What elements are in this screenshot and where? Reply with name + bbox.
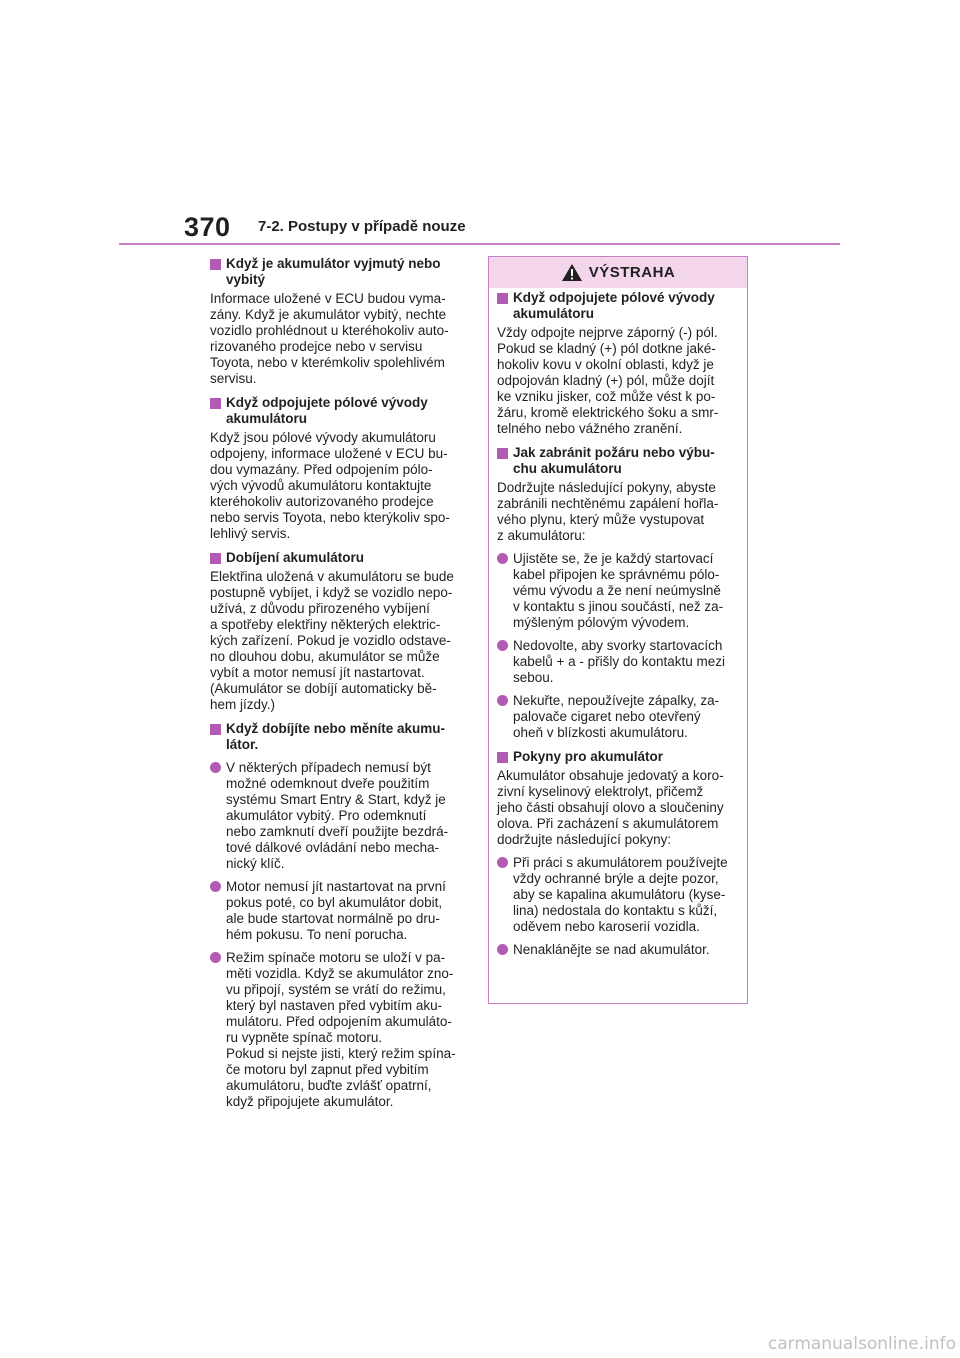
text: Akumulátor obsahuje jedovatý a koro- zivní kyselinový elektrolyt, přičemž jeho části obsahují olovo a sloučeniny olova. Při zacházení s akumulátorem dodržujte následující pokyny:: [497, 768, 724, 847]
warning-title: VÝSTRAHA: [588, 264, 676, 281]
section-title: 7-2. Postupy v případě nouze: [258, 218, 466, 235]
left-column: [210, 256, 470, 1110]
bullet-item: [497, 855, 739, 935]
bullet-item: [497, 638, 739, 686]
text: Informace uložené v ECU budou vyma- zány. Když je akumulátor vybitý, nechte vozidlo prohlédnout u kteréhokoliv auto- rizovaného prodejce nebo v servisu Toyota, nebo v kterémkoliv spolehlivém servisu.: [210, 291, 449, 386]
text: V některých případech nemusí být možné odemknout dveře použitím systému Smart Entry & Start, když je akumulátor vybitý. Pro odemknutí nebo zamknutí dveří použijte bezdrá- tové dálkové ovládání nebo mecha- nický klíč.: [226, 760, 449, 871]
square-bullet-icon: [497, 293, 508, 304]
warning-header: [489, 257, 747, 288]
text: Dodržujte následující pokyny, abyste zabránili nechtěnému zapálení hořla- vého plynu, který může vystupovat z akumulátoru:: [497, 480, 719, 543]
paragraph: [497, 768, 739, 848]
paragraph: [497, 480, 739, 544]
square-bullet-icon: [497, 448, 508, 459]
text: Pokyny pro akumulátor: [513, 749, 664, 764]
text: Dobíjení akumulátoru: [226, 550, 365, 565]
text: Ujistěte se, že je každý startovací kabel připojen ke správnému pólo- vému vývodu a že není neúmyslně v kontaktu s jinou součástí, než za- mýšleným pólovým vývodem.: [513, 551, 724, 630]
square-bullet-icon: [210, 398, 221, 409]
circle-bullet-icon: [497, 640, 508, 651]
text: Vždy odpojte nejprve záporný (-) pól. Pokud se kladný (+) pól dotkne jaké- hokoliv kovu v okolní oblasti, když je odpojován kladný (+) pól, může dojít ke vzniku jisker, což může vést k po- žáru, kromě elektrického šoku a smr- telného nebo vážného zranění.: [497, 325, 719, 436]
warning-box: [488, 256, 748, 1004]
section-heading: [497, 290, 739, 322]
paragraph: [210, 291, 470, 387]
circle-bullet-icon: [497, 553, 508, 564]
header-rule: [119, 243, 840, 245]
bullet-item: [210, 879, 470, 943]
text: Jak zabránit požáru nebo výbu- chu akumulátoru: [513, 445, 715, 476]
section-heading: [210, 256, 470, 288]
section-heading: [210, 550, 470, 566]
text: Když je akumulátor vyjmutý nebo vybitý: [226, 256, 441, 287]
circle-bullet-icon: [210, 762, 221, 773]
square-bullet-icon: [210, 259, 221, 270]
square-bullet-icon: [497, 752, 508, 763]
warning-body: [489, 288, 747, 958]
text: Při práci s akumulátorem používejte vždy ochranné brýle a dejte pozor, aby se kapalina akumulátoru (kyse- lina) nedostala do kontaktu s kůží, oděvem nebo karoserií vozidla.: [513, 855, 728, 934]
text: Nedovolte, aby svorky startovacích kabelů + a - přišly do kontaktu mezi sebou.: [513, 638, 725, 685]
text: Elektřina uložená v akumulátoru se bude postupně vybíjet, i když se vozidlo nepo- užívá, z důvodu přirozeného vybíjení a spotřeby elektřiny některých elektric- kých zařízení. Pokud je vozidlo odstave- no dlouhou dobu, akumulátor se může vybít a motor nemusí jít nastartovat. (Akumulátor se dobíjí automaticky bě- hem jízdy.): [210, 569, 454, 712]
text: Když odpojujete pólové vývody akumulátoru: [513, 290, 715, 321]
square-bullet-icon: [210, 553, 221, 564]
circle-bullet-icon: [497, 695, 508, 706]
bullet-item: [210, 950, 470, 1110]
text: Režim spínače motoru se uloží v pa- měti vozidla. Když se akumulátor zno- vu připojí, systém se vrátí do režimu, který byl nastaven před vybitím aku- mulátoru. Před odpojením akumuláto- ru vypněte spínač motoru. Pokud si nejste jisti, který režim spína- če motoru byl zapnut před vybitím akumulátoru, buďte zvlášť opatrní, když připojujete akumulátor.: [226, 950, 456, 1109]
section-heading: [497, 445, 739, 477]
circle-bullet-icon: [210, 881, 221, 892]
text: Nenaklánějte se nad akumulátor.: [513, 942, 710, 957]
circle-bullet-icon: [497, 857, 508, 868]
bullet-item: [497, 942, 739, 958]
bullet-item: [497, 551, 739, 631]
text: Když odpojujete pólové vývody akumulátoru: [226, 395, 428, 426]
watermark: carmanualsonline.info: [767, 1334, 956, 1354]
warning-triangle-icon: [561, 263, 583, 282]
page-number: 370: [184, 212, 231, 242]
text: Když jsou pólové vývody akumulátoru odpojeny, informace uložené v ECU bu- dou vymazány. Před odpojením pólo- vých vývodů akumulátoru kontaktujte kteréhokoliv autorizovaného prodejce nebo servis Toyota, nebo kterýkoliv spo- lehlivý servis.: [210, 430, 450, 541]
section-heading: [210, 721, 470, 753]
paragraph: [497, 325, 739, 437]
square-bullet-icon: [210, 724, 221, 735]
circle-bullet-icon: [210, 952, 221, 963]
paragraph: [210, 569, 470, 713]
bullet-item: [497, 693, 739, 741]
text: Motor nemusí jít nastartovat na první pokus poté, co byl akumulátor dobit, ale bude startovat normálně po dru- hém pokusu. To není porucha.: [226, 879, 446, 942]
circle-bullet-icon: [497, 944, 508, 955]
text: Když dobíjíte nebo měníte akumu- látor.: [226, 721, 446, 752]
paragraph: [210, 430, 470, 542]
text: Nekuřte, nepoužívejte zápalky, za- palovače cigaret nebo otevřený oheň v blízkosti akumulátoru.: [513, 693, 720, 740]
section-heading: [210, 395, 470, 427]
section-heading: [497, 749, 739, 765]
bullet-item: [210, 760, 470, 872]
